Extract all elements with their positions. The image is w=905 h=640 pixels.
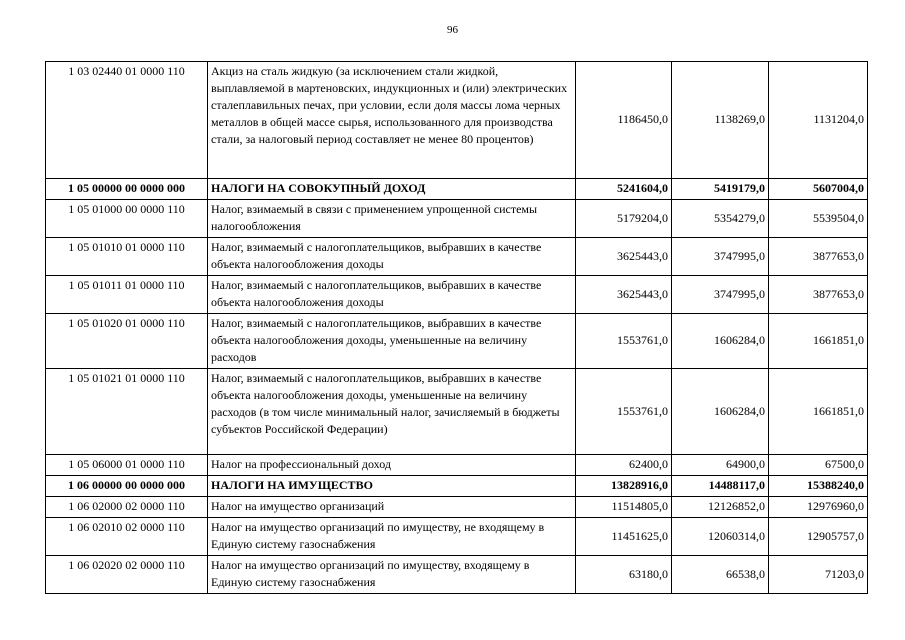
table-row — [46, 455, 868, 476]
value-cell-year2: 1606284,0 — [672, 314, 769, 369]
value-cell-year1: 11451625,0 — [576, 518, 672, 556]
value-cell-year3: 3877653,0 — [769, 238, 868, 276]
table-row — [46, 497, 868, 518]
code-cell: 1 05 06000 01 0000 110 — [46, 455, 208, 476]
page-number: 96 — [447, 24, 458, 36]
code-cell: 1 06 02020 02 0000 110 — [46, 556, 208, 594]
name-cell: НАЛОГИ НА ИМУЩЕСТВО — [208, 476, 576, 497]
value-cell-year2: 3747995,0 — [672, 238, 769, 276]
code-cell: 1 05 01011 01 0000 110 — [46, 276, 208, 314]
value-cell-year1: 1186450,0 — [576, 62, 672, 179]
value-cell-year3: 5607004,0 — [769, 179, 868, 200]
table-row — [46, 200, 868, 238]
code-cell: 1 05 01021 01 0000 110 — [46, 369, 208, 455]
budget-revenue-table — [45, 61, 868, 594]
value-cell-year3: 1661851,0 — [769, 314, 868, 369]
table-row — [46, 62, 868, 179]
value-cell-year1: 5241604,0 — [576, 179, 672, 200]
name-cell: Налог на имущество организаций по имуществу, входящему в Единую систему газоснабжения — [208, 556, 576, 594]
value-cell-year2: 1606284,0 — [672, 369, 769, 455]
name-cell: Налог, взимаемый с налогоплательщиков, выбравших в качестве объекта налогообложения доходы — [208, 238, 576, 276]
name-cell: Налог, взимаемый в связи с применением упрощенной системы налогообложения — [208, 200, 576, 238]
value-cell-year3: 71203,0 — [769, 556, 868, 594]
value-cell-year2: 64900,0 — [672, 455, 769, 476]
name-cell: НАЛОГИ НА СОВОКУПНЫЙ ДОХОД — [208, 179, 576, 200]
value-cell-year2: 12126852,0 — [672, 497, 769, 518]
name-cell: Налог на имущество организаций — [208, 497, 576, 518]
value-cell-year1: 5179204,0 — [576, 200, 672, 238]
value-cell-year2: 14488117,0 — [672, 476, 769, 497]
name-cell: Налог на профессиональный доход — [208, 455, 576, 476]
value-cell-year1: 3625443,0 — [576, 276, 672, 314]
table-row — [46, 179, 868, 200]
code-cell: 1 05 00000 00 0000 000 — [46, 179, 208, 200]
table-row — [46, 556, 868, 594]
table-row — [46, 314, 868, 369]
code-cell: 1 06 00000 00 0000 000 — [46, 476, 208, 497]
code-cell: 1 05 01020 01 0000 110 — [46, 314, 208, 369]
value-cell-year3: 15388240,0 — [769, 476, 868, 497]
table-row — [46, 238, 868, 276]
table-body — [46, 62, 868, 594]
name-cell: Налог на имущество организаций по имуществу, не входящему в Единую систему газоснабжения — [208, 518, 576, 556]
name-cell: Акциз на сталь жидкую (за исключением стали жидкой, выплавляемой в мартеновских, индукционных и (или) электрических сталеплавильных печах, при условии, если доля массы лома черных металлов в общей массе сырья, использованного для производства стали, за налоговый период составляет не менее 80 процентов) — [208, 62, 576, 179]
value-cell-year1: 3625443,0 — [576, 238, 672, 276]
value-cell-year3: 3877653,0 — [769, 276, 868, 314]
code-cell: 1 05 01010 01 0000 110 — [46, 238, 208, 276]
value-cell-year1: 11514805,0 — [576, 497, 672, 518]
name-cell: Налог, взимаемый с налогоплательщиков, выбравших в качестве объекта налогообложения доходы — [208, 276, 576, 314]
value-cell-year3: 1661851,0 — [769, 369, 868, 455]
value-cell-year2: 1138269,0 — [672, 62, 769, 179]
value-cell-year2: 5354279,0 — [672, 200, 769, 238]
name-cell: Налог, взимаемый с налогоплательщиков, выбравших в качестве объекта налогообложения доходы, уменьшенные на величину расходов (в том числе минимальный налог, зачисляемый в бюджеты субъектов Российской Федерации) — [208, 369, 576, 455]
value-cell-year1: 1553761,0 — [576, 314, 672, 369]
value-cell-year2: 3747995,0 — [672, 276, 769, 314]
value-cell-year3: 12976960,0 — [769, 497, 868, 518]
table-row — [46, 369, 868, 455]
value-cell-year1: 1553761,0 — [576, 369, 672, 455]
code-cell: 1 05 01000 00 0000 110 — [46, 200, 208, 238]
table-row — [46, 276, 868, 314]
value-cell-year1: 13828916,0 — [576, 476, 672, 497]
name-cell: Налог, взимаемый с налогоплательщиков, выбравших в качестве объекта налогообложения доходы, уменьшенные на величину расходов — [208, 314, 576, 369]
table-row — [46, 476, 868, 497]
value-cell-year2: 12060314,0 — [672, 518, 769, 556]
value-cell-year2: 5419179,0 — [672, 179, 769, 200]
table-row — [46, 518, 868, 556]
value-cell-year1: 62400,0 — [576, 455, 672, 476]
value-cell-year3: 12905757,0 — [769, 518, 868, 556]
code-cell: 1 06 02010 02 0000 110 — [46, 518, 208, 556]
value-cell-year1: 63180,0 — [576, 556, 672, 594]
code-cell: 1 06 02000 02 0000 110 — [46, 497, 208, 518]
value-cell-year2: 66538,0 — [672, 556, 769, 594]
value-cell-year3: 1131204,0 — [769, 62, 868, 179]
value-cell-year3: 5539504,0 — [769, 200, 868, 238]
code-cell: 1 03 02440 01 0000 110 — [46, 62, 208, 179]
value-cell-year3: 67500,0 — [769, 455, 868, 476]
